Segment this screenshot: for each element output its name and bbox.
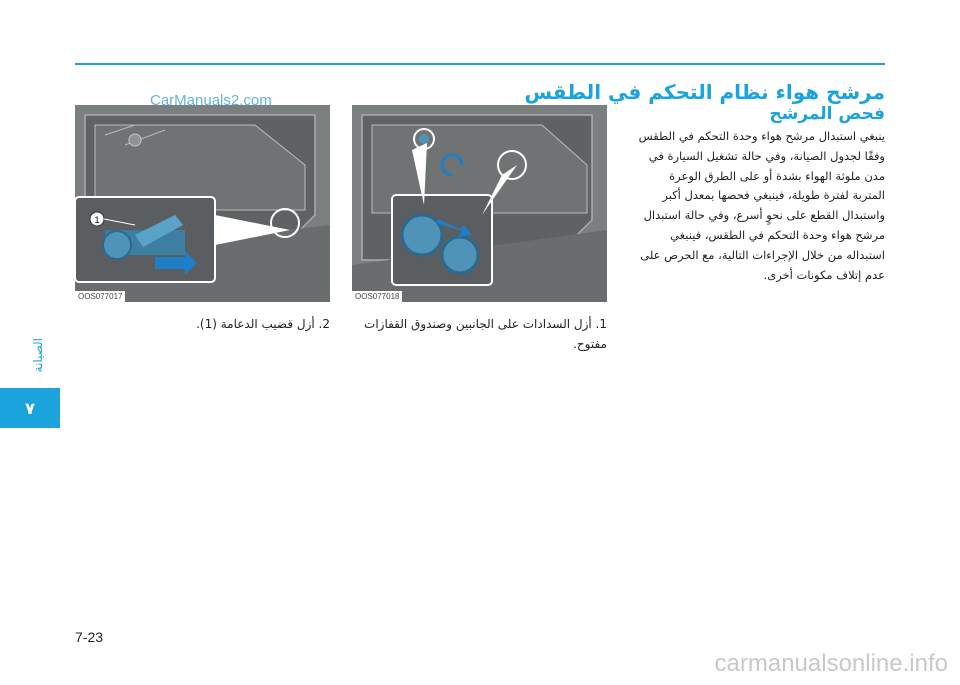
watermark-bottom[interactable]: carmanualsonline.info — [714, 650, 948, 677]
figure-caption-left: 2. أزل قضيب الدعامة (1). — [196, 317, 330, 331]
figure-code: OOS077018 — [352, 291, 402, 302]
glovebox-illustration — [352, 105, 607, 302]
section-body: ينبغي استبدال مرشح هواء وحدة التحكم في الطقس وفقًا لجدول الصيانة، وفي حالة تشغيل السيارة في مدن ملوثة الهواء بشدة أو على الطرق الوعرة المتربة لفترة طويلة، فينبغي فحصها بمعدل أكبر واستبدال القطع على نحوٍ أسرع، وفي حالة استبدال مرشح هواء وحدة التحكم في الطقس، فينبغي استبداله من خلال الإجراءات التالية، مع الحرص على عدم إتلاف مكونات أخرى. — [638, 129, 885, 282]
chapter-tab[interactable] — [0, 388, 60, 428]
section-title: مرشح هواء نظام التحكم في الطقس — [524, 80, 885, 104]
chapter-side-label — [18, 330, 58, 380]
watermark-top[interactable]: CarManuals2.com — [150, 92, 272, 109]
figure-damper-removal — [75, 105, 330, 302]
glovebox-illustration — [75, 105, 330, 302]
figure-caption-right: 1. أزل السدادات على الجانبين وصندوق القفازات مفتوح. — [364, 317, 607, 351]
chapter-tab-number: ٧ — [25, 398, 35, 418]
figure-stopper-removal — [352, 105, 607, 302]
figure-code: OOS077017 — [75, 291, 125, 302]
section-subtitle: فحص المرشح — [769, 104, 885, 124]
header-rule — [75, 63, 885, 65]
page-number: 7-23 — [75, 629, 104, 645]
svg-text:1: 1 — [94, 215, 100, 225]
chapter-tab-label: الصيانة — [31, 337, 45, 373]
